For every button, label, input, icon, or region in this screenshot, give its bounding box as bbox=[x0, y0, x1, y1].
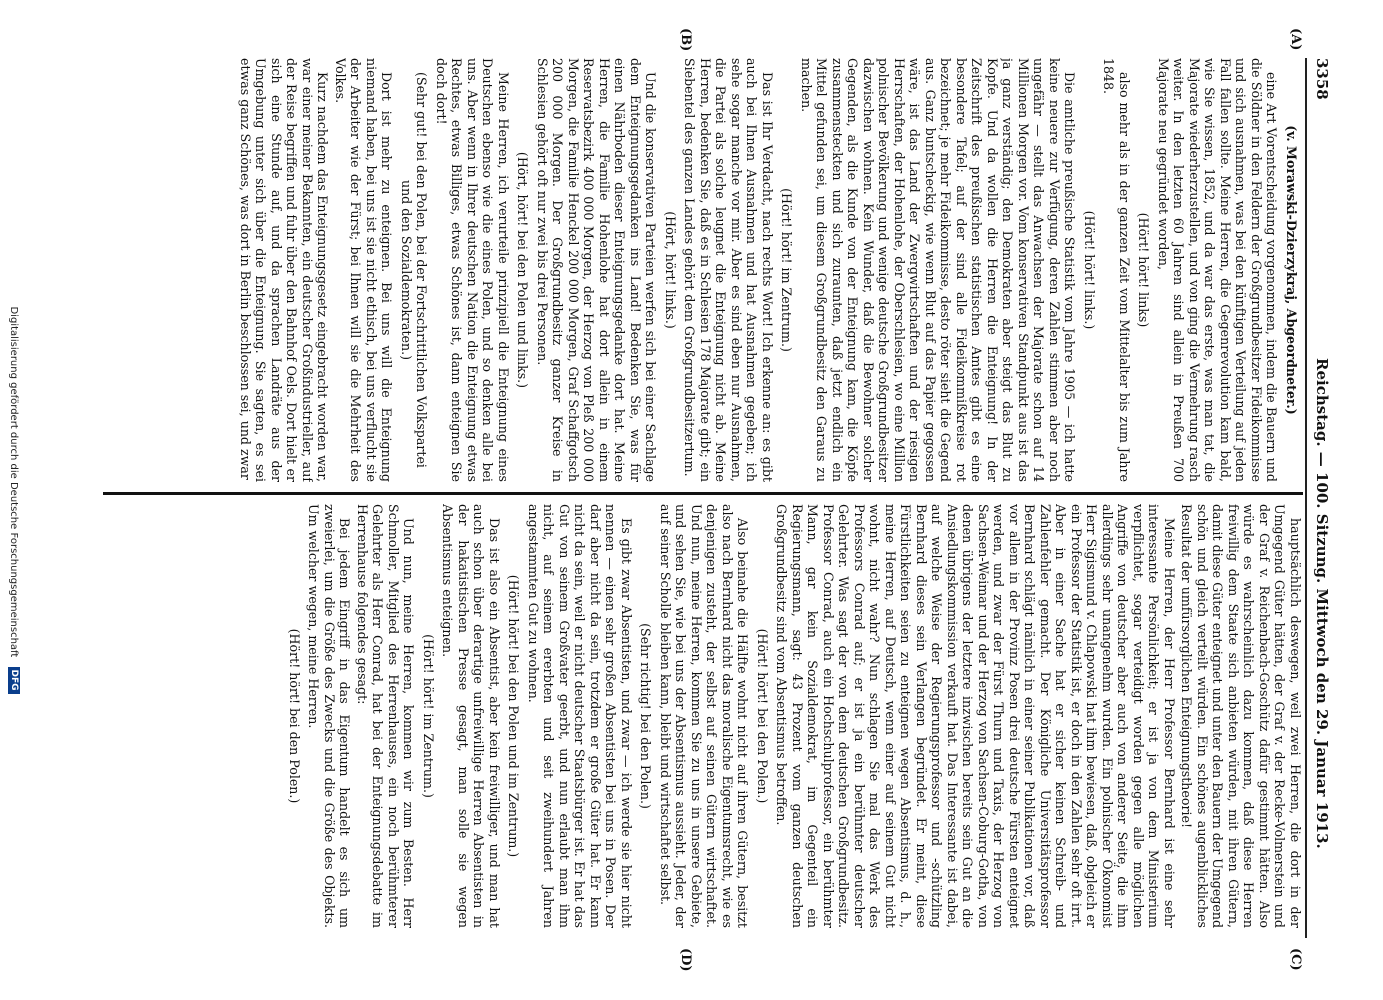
margin-mark-a: (A) bbox=[1288, 28, 1303, 51]
paragraph: Und die konservativen Parteien werfen sich bei einer Sachlage dem Enteignungsgedanken ins Land! Bedenken Sie, was für einen Nährboden dieser Enteignungsgedanke dort hat. Meine Herren, die Familie Hohenlohe hat dort allein in einem Reservatsbezirk 400 000 Morgen, der Herzog von Pleß 200 000 Morgen, die Familie Henckel 200 000 Morgen, Graf Schaffgotsch 200 000 Morgen. Der Großgrundbesitz ganzer Kreise in Schlesien gehört oft nur zwei bis drei Personen. bbox=[535, 58, 659, 482]
interjection: (Hört! hört! links.) bbox=[1082, 210, 1097, 330]
digitization-note bbox=[2, 0, 20, 1000]
interjection: (Sehr richtig! bei den Polen.) bbox=[638, 623, 654, 809]
dfg-logo: DFG bbox=[8, 667, 20, 694]
margin-mark-c: (C) bbox=[1288, 948, 1303, 971]
paragraph: Es gibt zwar Absentisten, und zwar — ich werde sie hier nicht nennen — einen sehr großen Absentisten bei uns in Posen. Der darf aber nicht da sein, trotzdem er große Güter hat. Er kann nicht da sein, weil er nicht deutscher Staatsbürger ist. Er hat das Gut von seinem Großvater geerbt, und nun erlaubt man ihm nicht, auf seinem ererbten und seit zweihundert Jahren angestammten Gut zu wohnen. bbox=[526, 504, 634, 928]
column-divider bbox=[103, 492, 1303, 495]
right-column bbox=[93, 504, 1303, 928]
interjection: (Hört, hört! bei den Polen und links.) bbox=[515, 151, 531, 389]
paragraph: Das ist Ihr Verdacht, nach rechts Wort! Ich erkenne an: es gibt auch bei Ihnen Ausnahmen und hat Ausnahmen gegeben; ich sehe sogar manche vor mir. Aber es sind eben nur Ausnahmen, die Partei als solche leugnet die Enteignung nicht ab. Meine Herren, bedenken Sie, daß es in Schlesien 178 Majorate gibt; ein Siebentel des ganzen Landes gehört dem Großgrundbesitzertum. bbox=[682, 58, 775, 482]
paragraph: Und nun, meine Herren, kommen wir zum Besten. Herr Schmoller, Mitglied des Herrenhauses, ein noch berühmterer Gelehrter als Herr Conrad, hat bei der Enteignungsdebatte im Herrenhause folgendes gesagt: bbox=[355, 504, 417, 928]
interjection: (Hört! hört! bei den Polen und im Zentrum.) bbox=[506, 574, 522, 858]
page-title: Reichstag. — 100. Sitzung. Mittwoch den 29. Januar 1913. bbox=[1313, 358, 1331, 849]
margin-mark-b: (B) bbox=[678, 28, 693, 52]
header-rule bbox=[1305, 58, 1307, 938]
paragraph: eine Art Vorentscheidung vorgenommen, indem die Bauern und die Söldner in den Feldern der Großgrundbesitzer Fideikommisse und sich ausnahmen, was bei den künftigen Verteilung auf jeden Fall fallen sollte. Meine Herren, die Gegenrevolution kam bald, wie Sie wissen, 1852, und da war das erste, was man tat, die Majorate wiederherzustellen, und von ging die Vermehrung rasch weiter. In den letzten 60 Jahren sind allein in Preußen 700 Majorate neu gegründet worden, bbox=[1156, 58, 1280, 482]
left-column bbox=[93, 58, 1303, 482]
digitization-note-text: Digitalisierung gefördert durch die Deutsche Forschungsgemeinschaft bbox=[8, 306, 19, 658]
interjection: (Hört! hört! im Zentrum.) bbox=[421, 634, 436, 798]
page-number: 3358 bbox=[1313, 58, 1331, 100]
interjection: (Hört! hört! bei den Polen.) bbox=[287, 628, 302, 804]
paragraph: Die amtliche preußische Statistik vom Jahre 1905 — ich hatte keine neuere zur Verfügung, deren Zahlen stimmen aber noch ungefähr — stellt das Anwachsen der Majorate schon auf 14 Millionen Morgen vor. Vom konservativen Standpunkt aus ist das ja ganz verständig; den Demokraten aber steigt das Blut zu Kopfe. Und da wollen die Herren die Enteignung! In der Zeitschrift des preußischen statistischen Amtes gibt es eine besondere Tafel; auf der sind alle Fideikommißkreise rot bezeichnet; je mehr Fideikommisse, desto röter sieht die Gegend aus. Ganz buntscheckig, wie wenn Blut auf das Papier gegossen wäre, ist das Land der Zwergwirtschaften und der riesigen Herrschaften, der Hohenlohe, der Oberschlesien, wo eine Million polnischer Bevölkerung und wenige deutsche Großgrundbesitzer dazwischen wohnen. Kein Wunder, daß die Bewohner solcher Gegenden, als die Kunde von der Enteignung kam, die Köpfe zusammensteckten und sich zuraunten, daß jetzt endlich ein Mittel gefunden sei, um diesem Großgrundbesitz den Garaus zu machen. bbox=[799, 58, 1078, 482]
interjection: (Hört! hört! links) bbox=[1136, 212, 1152, 328]
paragraph: Kurz nachdem das Enteignungsgesetz eingebracht worden war, war einer meiner Bekannten, ein deutscher Großindustrieller, auf der Reise begriffen und fuhr über den Bahnhof Oels. Dort hielt er sich eine Stunde auf, und da sprachen Landräte aus der Umgebung unter sich über die Enteignung. Sie sagten, es sei etwas ganz Schönes, was dort in Berlin beschlossen sei, und zwar bbox=[238, 58, 331, 482]
interjection: (Hört! hört! im Zentrum.) bbox=[779, 188, 795, 352]
quotation: Bei jedem Eingriff in das Eigentum handelt es sich um zweierlei, um die Größe des Zwecks und die Größe des Objekts. Um welcher wegen, meine Herren. bbox=[306, 504, 353, 928]
paragraph: Dort ist mehr zu enteignen. Bei uns will die Enteignung niemand haben, bei uns ist sie nicht ethisch, bei uns verflucht sie der Arbeiter wie der Fürst; bei Ihnen will sie die Mehrheit des Volkes. bbox=[333, 58, 395, 482]
paragraph: also mehr als in der ganzen Zeit vom Mittelalter bis zum Jahre 1848. bbox=[1101, 58, 1132, 482]
paragraph: Also beinahe die Hälfte wohnt nicht auf ihren Gütern, besitzt also nach Bernhard nicht das moralische Eigentumsrecht, wie es denjenigen zusteht, der selbst auf seinen Gütern wirtschaftet. Und nun, meine Herren, kommen Sie zu uns in unsere Gebiete, und sehen Sie, wie bei uns der Absentismus aussieht. Jeder, der auf seiner Scholle bleiben kann, bleibt und wirtschaftet selbst. bbox=[658, 504, 751, 928]
interjection: (Hört, hört! links.) bbox=[663, 211, 678, 329]
paragraph: hauptsächlich deswegen, weil zwei Herren, die dort in der Umgegend Güter hätten, der Graf v. der Recke-Volmerstein und der Graf v. Reichenbach-Goschütz dafür gestimmt hätten. Also würde es wahrscheinlich dazu kommen, daß diese Herren freiwillig dem Staate sich anbieten würden, mit ihren Gütern, damit diese Güter enteignet und unter den Bauern der Umgegend schön und gleich verteilt würden. Ein schönes augenblickliches Resultat der umfürsorglichen Enteignungstheorie! bbox=[1179, 504, 1303, 928]
paragraph: Meine Herren, ich verurteile prinzipiell die Enteignung eines Deutschen ebenso wie die eines Polen, und so denken alle bei uns. Aber wenn in Ihrer deutschen Nation die Enteignung etwas Rechtes, etwas Billiges, etwas Schönes ist, dann enteignen Sie doch dort! bbox=[434, 58, 511, 482]
speaker-line: (v. Morawski-Dzierzykraj, Abgeordneter.) bbox=[1284, 125, 1299, 415]
paragraph: Meine Herren, der Herr Professor Bernhard ist eine sehr interessante Persönlichkeit; er ist ja von dem Ministerium verpflichtet, sogar verteidigt worden gegen alle möglichen Angriffe von deutscher aber auch von anderer Seite, die ihm allerdings sehr unangenehm wurden. Ein polnischer Ökonomist Herr Sigismund v. Chlapowski hat ihm bewiesen, daß, obgleich er ein Professor der Statistik ist, er doch in den Zahlen sehr oft irrt. Aber in einer Sache hat er sicher keinen Schreib- und Zahlenfehler gemacht. Der Königliche Universitätsprofessor Bernhard schlägt nämlich in einer seiner Publikationen vor, daß vor allem in der Provinz Posen drei deutsche Fürsten enteignet werden, und zwar der Fürst Thurn und Taxis, der Herzog von Sachsen-Weimar und der Herzog von Sachsen-Coburg-Gotha, von denen übrigens der letztere inzwischen bereits sein Gut an die Ansiedlungskommission verkauft hat. Das Interessante ist dabei, auf welche Weise der Regierungsprofessor und -schützling Bernhard dieses sein Verlangen begründet. Er meint, diese Fürstlichkeiten seien zu enteignen wegen Absentismus, d. h., meine Herren, auf Deutsch, wenn einer auf seinem Gut nicht wohnt, nicht wahr? Nun schlagen Sie mal das Werk des Professors Conrad auf; er ist ja ein berühmter deutscher Gelehrter. Was sagt der von dem deutschen Großgrundbesitz. Professor Conrad, auch ein Hochschulprofessor, ein berühmter Mann, gar kein Sozialdemokrat, im Gegenteil ein Regierungsmann, sagt: 43 Prozent vom ganzen deutschen Großgrundbesitz sind vom Absentismus betroffen. bbox=[774, 504, 1177, 928]
margin-mark-d: (D) bbox=[678, 948, 693, 972]
paragraph: Das ist also ein Absentist, aber kein freiwilliger, und man hat auch schon über derartige unfreiwillige Herren Absentisten in der hakatistischen Presse gesagt, man solle sie wegen Absentismus enteignen. bbox=[440, 504, 502, 928]
interjection: (Sehr gut! bei den Polen, bei der Fortschrittlichen Volkspartei und den Sozialdemokraten.) bbox=[399, 72, 430, 468]
interjection: (Hört! hört! bei den Polen.) bbox=[755, 628, 770, 804]
page-header bbox=[1309, 58, 1331, 938]
